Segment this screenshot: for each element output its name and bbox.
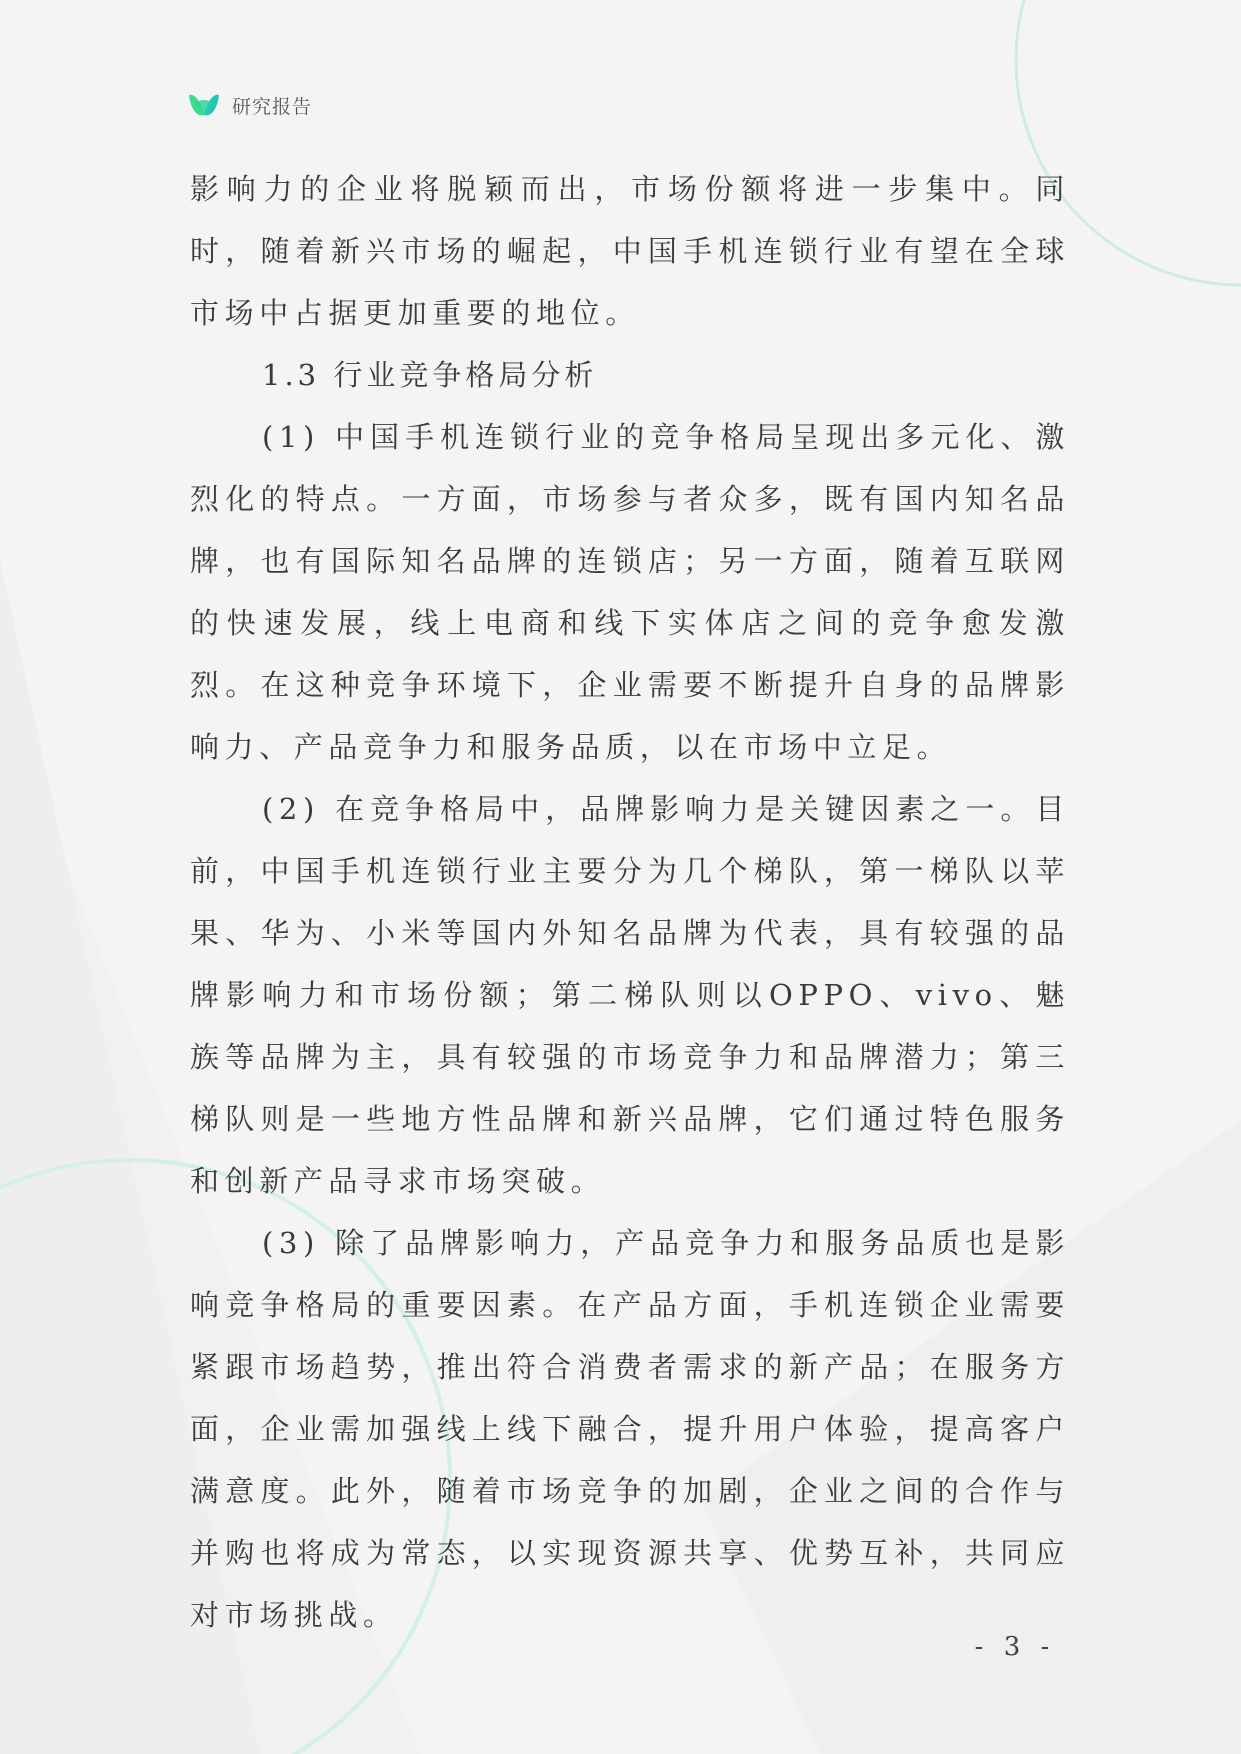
report-body [190,158,1070,1646]
paragraph-continued: 影响力的企业将脱颖而出，市场份额将进一步集中。同时，随着新兴市场的崛起，中国手机连锁行业有望在全球市场中占据更加重要的地位。 [190,172,1070,330]
page-number: - 3 - [974,1632,1056,1662]
paragraph-2: (2) 在竞争格局中，品牌影响力是关键因素之一。目前，中国手机连锁行业主要分为几个梯队，第一梯队以苹果、华为、小米等国内外知名品牌为代表，具有较强的品牌影响力和市场份额；第二梯队则以OPPO、vivo、魅族等品牌为主，具有较强的市场竞争力和品牌潜力；第三梯队则是一些地方性品牌和新兴品牌，它们通过特色服务和创新产品寻求市场突破。 [190,792,1070,1198]
section-heading: 1.3 行业竞争格局分析 [262,358,598,392]
paragraph-1: (1) 中国手机连锁行业的竞争格局呈现出多元化、激烈化的特点。一方面，市场参与者众多，既有国内知名品牌，也有国际知名品牌的连锁店；另一方面，随着互联网的快速发展，线上电商和线下实体店之间的竞争愈发激烈。在这种竞争环境下，企业需要不断提升自身的品牌影响力、产品竞争力和服务品质，以在市场中立足。 [190,420,1070,764]
header-title: 研究报告 [232,95,313,118]
report-header [186,88,312,122]
paragraph-3: (3) 除了品牌影响力，产品竞争力和服务品质也是影响竞争格局的重要因素。在产品方面，手机连锁企业需要紧跟市场趋势，推出符合消费者需求的新产品；在服务方面，企业需加强线上线下融合，提升用户体验，提高客户满意度。此外，随着市场竞争的加剧，企业之间的合作与并购也将成为常态，以实现资源共享、优势互补，共同应对市场挑战。 [190,1226,1070,1632]
brand-logo-icon [186,89,222,121]
